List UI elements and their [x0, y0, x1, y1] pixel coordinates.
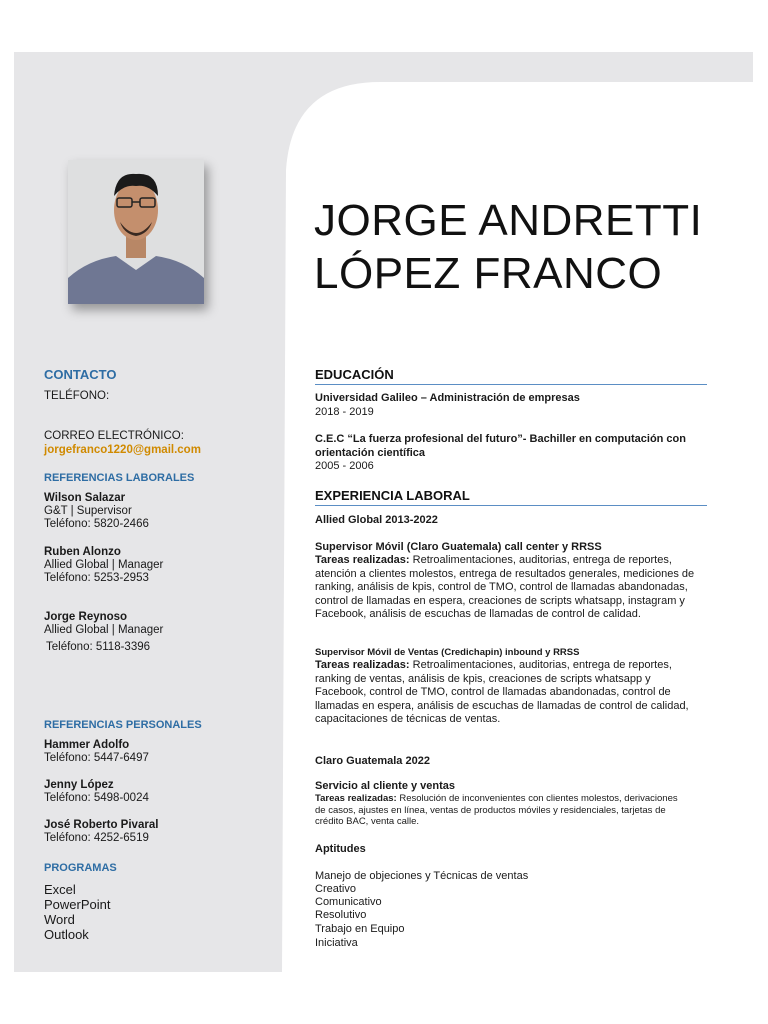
work-ref-1-name: Wilson Salazar — [44, 492, 126, 504]
name-line-2: LÓPEZ FRANCO — [314, 249, 663, 298]
work-ref-3-role: Allied Global | Manager — [44, 624, 164, 636]
education-1-title: Universidad Galileo – Administración de empresas — [315, 392, 580, 404]
experience-heading: EXPERIENCIA LABORAL — [315, 488, 707, 506]
personal-ref-3-name: José Roberto Pivaral — [44, 819, 159, 831]
skills-heading: Aptitudes — [315, 843, 366, 855]
work-ref-3-phone: Teléfono: 5118-3396 — [46, 641, 151, 653]
email-link[interactable]: jorgefranco1220@gmail.com — [44, 444, 201, 456]
personal-ref-2-phone: Teléfono: 5498-0024 — [44, 792, 149, 804]
education-2-title: C.E.C “La fuerza profesional del futuro”- Bachiller en computación con orientación científica — [315, 433, 686, 459]
job-1-tasks — [315, 554, 695, 622]
education-1-years: 2018 - 2019 — [315, 406, 374, 418]
profile-photo — [68, 160, 204, 304]
contact-heading: CONTACTO — [44, 367, 117, 382]
phone-label: TELÉFONO: — [44, 390, 110, 402]
candidate-name — [314, 194, 702, 300]
tasks-label: Tareas realizadas: — [315, 793, 397, 804]
work-ref-2-phone: Teléfono: 5253-2953 — [44, 572, 149, 584]
job-2-title: Supervisor Móvil de Ventas (Credichapin) inbound y RRSS — [315, 647, 580, 658]
skill-item: Creativo — [315, 883, 356, 895]
company-1: Allied Global 2013-2022 — [315, 514, 438, 526]
skill-item: Comunicativo — [315, 896, 382, 908]
job-2-tasks — [315, 659, 697, 727]
skill-item: Trabajo en Equipo — [315, 923, 405, 935]
work-ref-1-role: G&T | Supervisor — [44, 505, 132, 517]
personal-ref-1-phone: Teléfono: 5447-6497 — [44, 752, 149, 764]
personal-ref-1-name: Hammer Adolfo — [44, 739, 130, 751]
education-2-years: 2005 - 2006 — [315, 460, 374, 472]
personal-ref-2-name: Jenny López — [44, 779, 114, 791]
job-2-tasks-text: Retroalimentaciones, auditorias, entrega de reportes, ranking de ventas, análisis de kpis, creaciones de scripts whatsapp y Facebook, control de TMO, control de llamadas abandonadas, control de llamadas en espera, análisis de escuchas de llamadas de control de calidad, capacitaciones de técnicas de ventas. — [315, 659, 689, 725]
work-ref-3-name: Jorge Reynoso — [44, 611, 128, 623]
work-ref-1-phone: Teléfono: 5820-2466 — [44, 518, 149, 530]
job-1-title: Supervisor Móvil (Claro Guatemala) call center y RRSS — [315, 541, 602, 553]
work-ref-2-name: Ruben Alonzo — [44, 546, 121, 558]
job-3-title: Servicio al cliente y ventas — [315, 780, 456, 792]
skill-item: Manejo de objeciones y Técnicas de ventas — [315, 870, 529, 882]
program-item: PowerPoint — [44, 897, 111, 912]
program-item: Outlook — [44, 927, 89, 942]
program-item: Excel — [44, 882, 76, 897]
personal-references-heading: REFERENCIAS PERSONALES — [44, 719, 202, 731]
job-1-tasks-text: Retroalimentaciones, auditorias, entrega de reportes, atención a clientes molestos, entrega de resultados generales, mediciones de ranking, análisis de kpis, control de TMO, control de llamadas abandonadas, control de llamadas en espera, creaciones de scripts whatsapp, instagram y Facebook, análisis de escuchas de llamadas de control de calidad. — [315, 554, 695, 620]
personal-ref-3-phone: Teléfono: 4252-6519 — [44, 832, 149, 844]
email-label: CORREO ELECTRÓNICO: — [44, 430, 184, 442]
program-item: Word — [44, 912, 75, 927]
skill-item: Iniciativa — [315, 937, 358, 949]
education-heading: EDUCACIÓN — [315, 367, 707, 385]
tasks-label: Tareas realizadas: — [315, 554, 410, 566]
name-line-1: JORGE ANDRETTI — [314, 196, 703, 245]
skill-item: Resolutivo — [315, 909, 367, 921]
work-references-heading: REFERENCIAS LABORALES — [44, 472, 195, 484]
tasks-label: Tareas realizadas: — [315, 659, 410, 671]
programs-heading: PROGRAMAS — [44, 862, 117, 874]
job-3-tasks — [315, 793, 685, 828]
work-ref-2-role: Allied Global | Manager — [44, 559, 164, 571]
job-3-tasks-text: Resolución de inconvenientes con clientes molestos, derivaciones de casos, ajustes en línea, ventas de productos móviles y residenciales, tarjetas de crédito BAC, venta calle. — [315, 793, 678, 827]
company-2: Claro Guatemala 2022 — [315, 755, 430, 767]
